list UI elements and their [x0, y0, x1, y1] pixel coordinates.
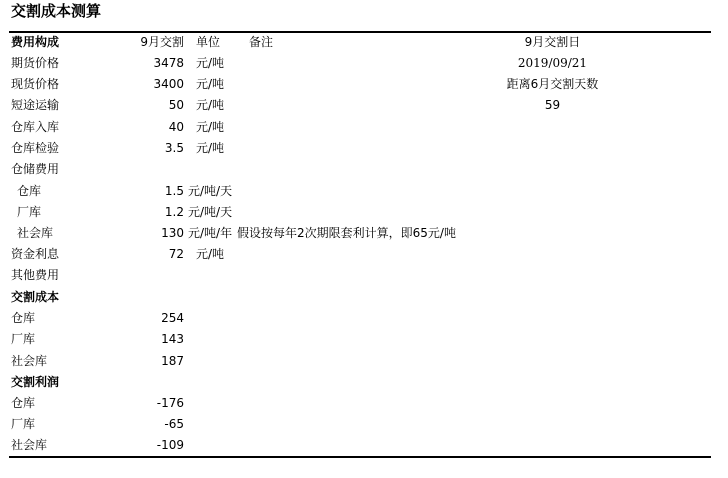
row-value: 3478	[153, 56, 184, 70]
row-label: 资金利息	[11, 247, 60, 261]
row-unit: 元/吨	[196, 141, 225, 155]
row-value: 130	[161, 226, 184, 240]
row-label: 仓储费用	[11, 162, 60, 176]
row-unit: 元/吨	[196, 56, 225, 70]
bottom-rule	[9, 456, 711, 458]
row-label: 仓库检验	[11, 141, 60, 155]
table-row-cost-social	[0, 351, 728, 372]
row-value: 40	[168, 120, 184, 134]
row-value: 143	[161, 332, 184, 346]
row-label: 厂库	[17, 205, 42, 219]
table-row-storage-fee	[0, 159, 728, 180]
header-delivery-date: 9月交割日	[524, 35, 581, 49]
row-value: 1.2	[164, 205, 184, 219]
table-row-capital-interest	[0, 244, 728, 265]
section-heading-delivery-cost	[0, 287, 728, 308]
row-label: 现货价格	[11, 77, 60, 91]
row-label: 仓库	[11, 311, 36, 325]
section-heading-delivery-profit	[0, 372, 728, 393]
row-label: 厂库	[11, 332, 36, 346]
section-heading: 交割利润	[11, 375, 60, 389]
table-row-short-transport	[0, 95, 728, 116]
row-label: 社会库	[17, 226, 54, 240]
table-row-spot-price	[0, 74, 728, 95]
row-unit: 元/吨	[196, 77, 225, 91]
row-label: 期货价格	[11, 56, 60, 70]
row-label: 短途运输	[11, 98, 60, 112]
row-value: 1.5	[164, 184, 184, 198]
row-label: 社会库	[11, 354, 48, 368]
row-unit: 元/吨/年	[188, 226, 233, 240]
days-to-june-delivery-value: 59	[544, 98, 561, 112]
table-row-cost-warehouse	[0, 308, 728, 329]
table-row-warehouse-in	[0, 117, 728, 138]
row-value: 50	[168, 98, 184, 112]
row-value: 3400	[153, 77, 184, 91]
row-label: 其他费用	[11, 268, 60, 282]
row-value: -176	[156, 396, 184, 410]
table-row-warehouse-inspect	[0, 138, 728, 159]
table-row-storage-warehouse	[0, 181, 728, 202]
delivery-date-value: 2019/09/21	[517, 56, 588, 70]
row-note: 假设按每年2次期限套利计算，即65元/吨	[237, 226, 456, 240]
row-value: 187	[161, 354, 184, 368]
row-value: -109	[156, 438, 184, 452]
table-row-storage-social	[0, 223, 728, 244]
row-label: 仓库	[11, 396, 36, 410]
table-header-row	[0, 32, 728, 53]
row-unit: 元/吨	[196, 98, 225, 112]
row-unit: 元/吨	[196, 120, 225, 134]
row-label: 社会库	[11, 438, 48, 452]
header-cost-component: 费用构成	[11, 35, 60, 49]
row-unit: 元/吨/天	[188, 205, 233, 219]
table-row-storage-factory	[0, 202, 728, 223]
row-label: 仓库入库	[11, 120, 60, 134]
page-title: 交割成本测算	[11, 2, 102, 20]
row-label: 仓库	[17, 184, 42, 198]
table-row-cost-factory	[0, 329, 728, 350]
row-value: 3.5	[164, 141, 184, 155]
table-row-other-fee	[0, 265, 728, 286]
header-september-delivery: 9月交割	[140, 35, 184, 49]
table-row-futures-price	[0, 53, 728, 74]
section-heading: 交割成本	[11, 290, 60, 304]
table-row-profit-social	[0, 435, 728, 456]
table-row-profit-factory	[0, 414, 728, 435]
table-row-profit-warehouse	[0, 393, 728, 414]
header-note: 备注	[249, 35, 274, 49]
row-label: 厂库	[11, 417, 36, 431]
header-unit: 单位	[196, 35, 221, 49]
row-value: 72	[168, 247, 184, 261]
row-value: 254	[161, 311, 184, 325]
days-to-june-delivery-label: 距离6月交割天数	[506, 77, 599, 91]
row-unit: 元/吨/天	[188, 184, 233, 198]
row-value: -65	[164, 417, 184, 431]
row-unit: 元/吨	[196, 247, 225, 261]
